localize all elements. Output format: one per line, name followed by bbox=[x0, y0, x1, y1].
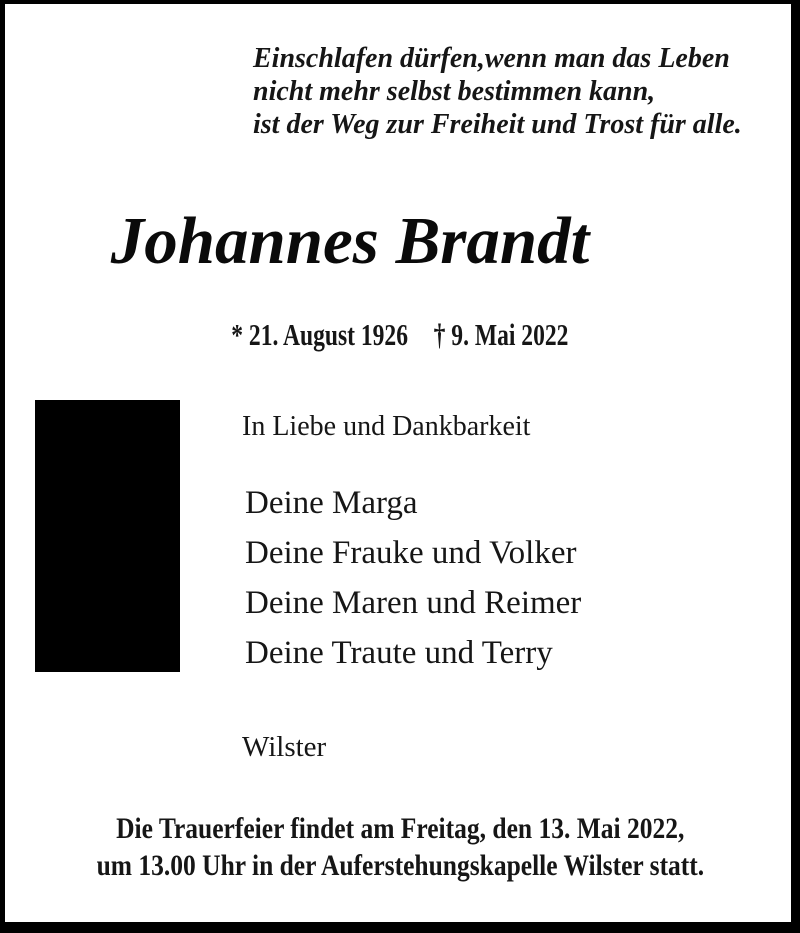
epigraph-line: ist der Weg zur Freiheit und Trost für alle. bbox=[253, 109, 742, 140]
epigraph bbox=[253, 42, 742, 141]
redacted-photo-box bbox=[35, 400, 180, 672]
mourner-line: Deine Traute und Terry bbox=[245, 635, 553, 671]
epigraph-line: Einschlafen dürfen,wenn man das Leben bbox=[253, 43, 730, 74]
epigraph-line: nicht mehr selbst bestimmen kann, bbox=[253, 76, 656, 107]
life-dates-text bbox=[231, 317, 568, 353]
place-line: Wilster bbox=[242, 731, 327, 763]
mourner-line: Deine Frauke und Volker bbox=[245, 535, 577, 571]
funeral-info-line: um 13.00 Uhr in der Auferstehungskapelle Wilster statt. bbox=[96, 849, 704, 882]
funeral-info-line: Die Trauerfeier findet am Freitag, den 13. Mai 2022, bbox=[115, 812, 685, 845]
life-dates bbox=[0, 317, 800, 353]
deceased-name: Johannes Brandt bbox=[110, 204, 590, 278]
mourner-line: Deine Maren und Reimer bbox=[245, 585, 582, 621]
funeral-info bbox=[0, 810, 800, 884]
birth-date: * 21. August 1926 bbox=[231, 317, 409, 352]
mourner-line: Deine Marga bbox=[245, 485, 418, 521]
dedication-line: In Liebe und Dankbarkeit bbox=[242, 411, 531, 442]
death-date: † 9. Mai 2022 bbox=[433, 317, 569, 352]
mourners-list bbox=[245, 478, 581, 678]
